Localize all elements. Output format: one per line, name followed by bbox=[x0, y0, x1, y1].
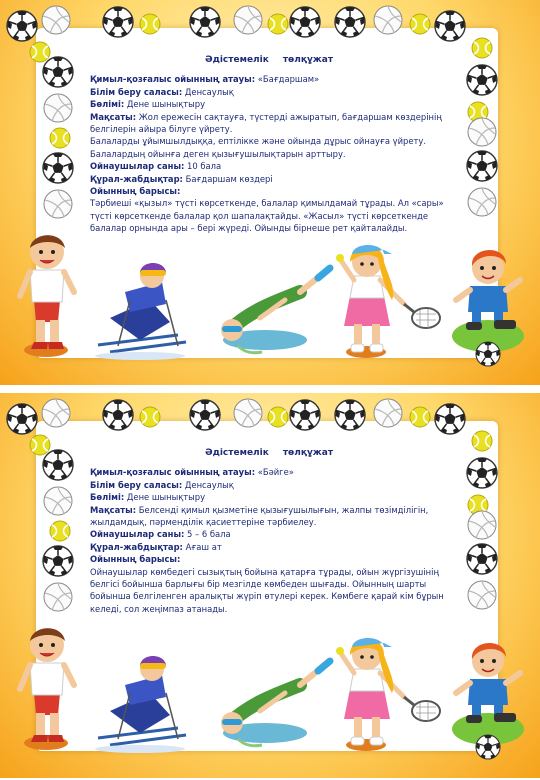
equipment-line: Құрал-жабдықтар: Бағдаршам көздері bbox=[90, 173, 273, 184]
section-line: Бөлімі: Дене шынықтыру bbox=[90, 99, 206, 110]
edu-area-line: Білім беру саласы: Денсаулық bbox=[90, 479, 234, 490]
game-name-line: Қимыл-қозғалыс ойынның атауы: «Бағдаршам» bbox=[90, 74, 320, 85]
goal-extra-line: Балаларды ұйымшылдыққа, ептілікке және ойында дұрыс ойнауға үйрету. bbox=[90, 136, 427, 147]
goal-line: Мақсаты: Жол ережесін сақтауға, түстерді ажыратып, бағдаршам көздерінің белгілерін айыра білуге үйрету. bbox=[90, 111, 442, 135]
passport-card-2 bbox=[0, 393, 540, 778]
passport-title: Әдістемелік төлқұжат bbox=[204, 448, 334, 458]
section-line: Бөлімі: Дене шынықтыру bbox=[90, 492, 206, 503]
process-heading: Ойынның барысы: bbox=[90, 186, 181, 197]
passport-text-2 bbox=[90, 447, 448, 615]
goal-line: Мақсаты: Белсенді қимыл қызметіне қызығушылығын, жалпы төзімділігін, жылдамдық, пәрменділік қасиеттеріне тәрбиелеу. bbox=[90, 504, 429, 528]
game-name-line: Қимыл-қозғалыс ойынның атауы: «Бәйге» bbox=[90, 467, 294, 478]
passport-title: Әдістемелік төлқұжат bbox=[204, 55, 334, 65]
process-text: Тәрбиеші «қызыл» түсті көрсеткенде, балалар қимылдамай тұрады. Ал «сары» түсті көрсеткенде балалар қол шапалақтайды. «Жасыл» түсті көрсеткенде балалар орнында ары – бері жүреді. Ойынды бірнеше рет қайталайды. bbox=[90, 198, 444, 234]
players-line: Ойнаушылар саны: 10 бала bbox=[90, 161, 222, 172]
passport-text-1 bbox=[90, 54, 448, 235]
players-line: Ойнаушылар саны: 5 – 6 бала bbox=[90, 529, 231, 540]
goal-extra-line: Балалардың ойынға деген қызығушылықтарын арттыру. bbox=[90, 148, 346, 159]
process-heading: Ойынның барысы: bbox=[90, 554, 181, 565]
passport-card-1 bbox=[0, 0, 540, 385]
process-text: Ойнаушылар көмбедегі сызықтың бойына қатарға тұрады, ойын жүргізушінің белгісі бойынша барлығы бір мезгілде көмбеден шығады. Ойынның шарты бойынша белгіленген аралықты жүріп өтулері керек. Көмбеге қарай кім бұрын келеді, сол жеңімпаз атанады. bbox=[90, 566, 444, 614]
equipment-line: Құрал-жабдықтар: Ағаш ат bbox=[90, 541, 222, 552]
edu-area-line: Білім беру саласы: Денсаулық bbox=[90, 86, 234, 97]
